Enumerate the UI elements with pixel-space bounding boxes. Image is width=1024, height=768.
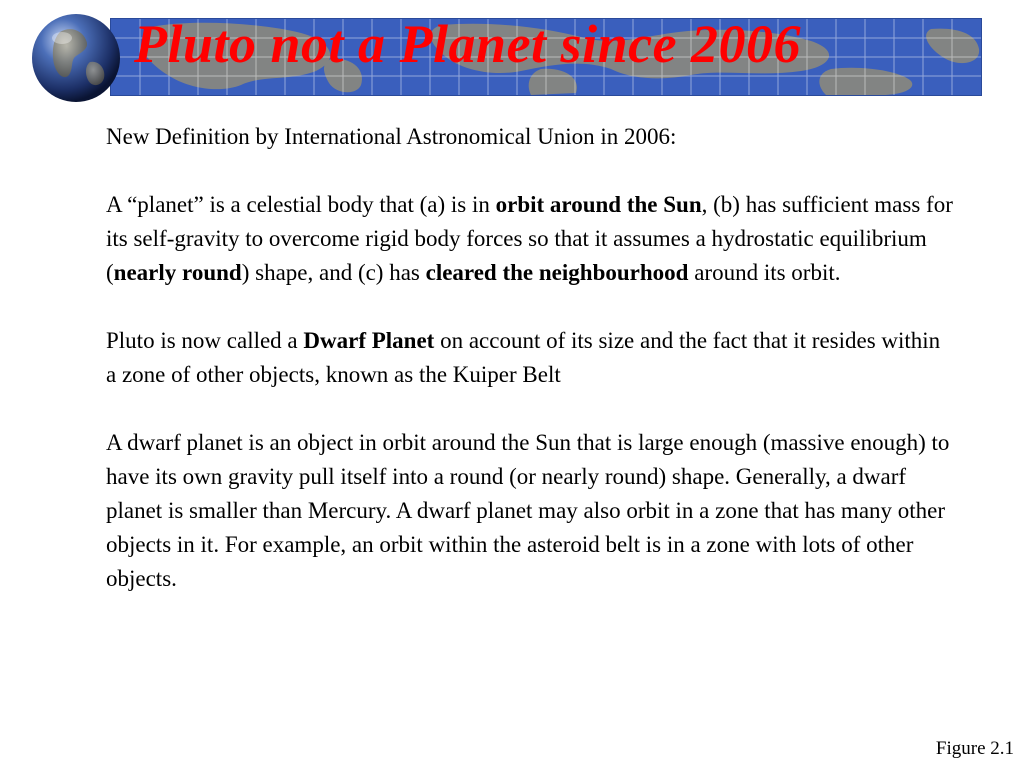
definition-text-2: , (b) has sufficient mass for its self-gravity to overcome rigid body forces so that it assumes a hydrostatic equilibrium ( [106,192,953,285]
slide-title: Pluto not a Planet since 2006 [134,14,802,74]
definition-bold-orbit: orbit around the Sun [495,192,702,217]
pluto-bold-dwarf-planet: Dwarf Planet [303,328,435,353]
dwarf-planet-paragraph: A dwarf planet is an object in orbit around the Sun that is large enough (massive enough) to have its own gravity pull itself into a round (or nearly round) shape. Generally, a dwarf planet is smaller than Mercury. A dwarf planet may also orbit in a zone that has many other objects in it. For example, an orbit within the asteroid belt is in a zone with lots of other objects. [106,430,950,591]
pluto-text-2: on account of its size and the fact that it resides within a zone of other objects, known as the Kuiper Belt [106,328,941,387]
planet-definition-paragraph [106,188,956,290]
definition-text-1: A “planet” is a celestial body that (a) is in [106,192,496,217]
pluto-paragraph [106,324,956,392]
pluto-text-1: Pluto is now called a [106,328,304,353]
definition-text-4: around its orbit. [688,260,841,285]
definition-bold-cleared: cleared the neighbourhood [425,260,689,285]
figure-label: Figure 2.1 [935,738,1014,759]
intro-paragraph: New Definition by International Astronomical Union in 2006: [106,124,677,149]
definition-text-3: ) shape, and (c) has [241,260,426,285]
globe-icon [30,12,122,104]
slide-body [106,120,956,630]
definition-bold-round: nearly round [113,260,242,285]
